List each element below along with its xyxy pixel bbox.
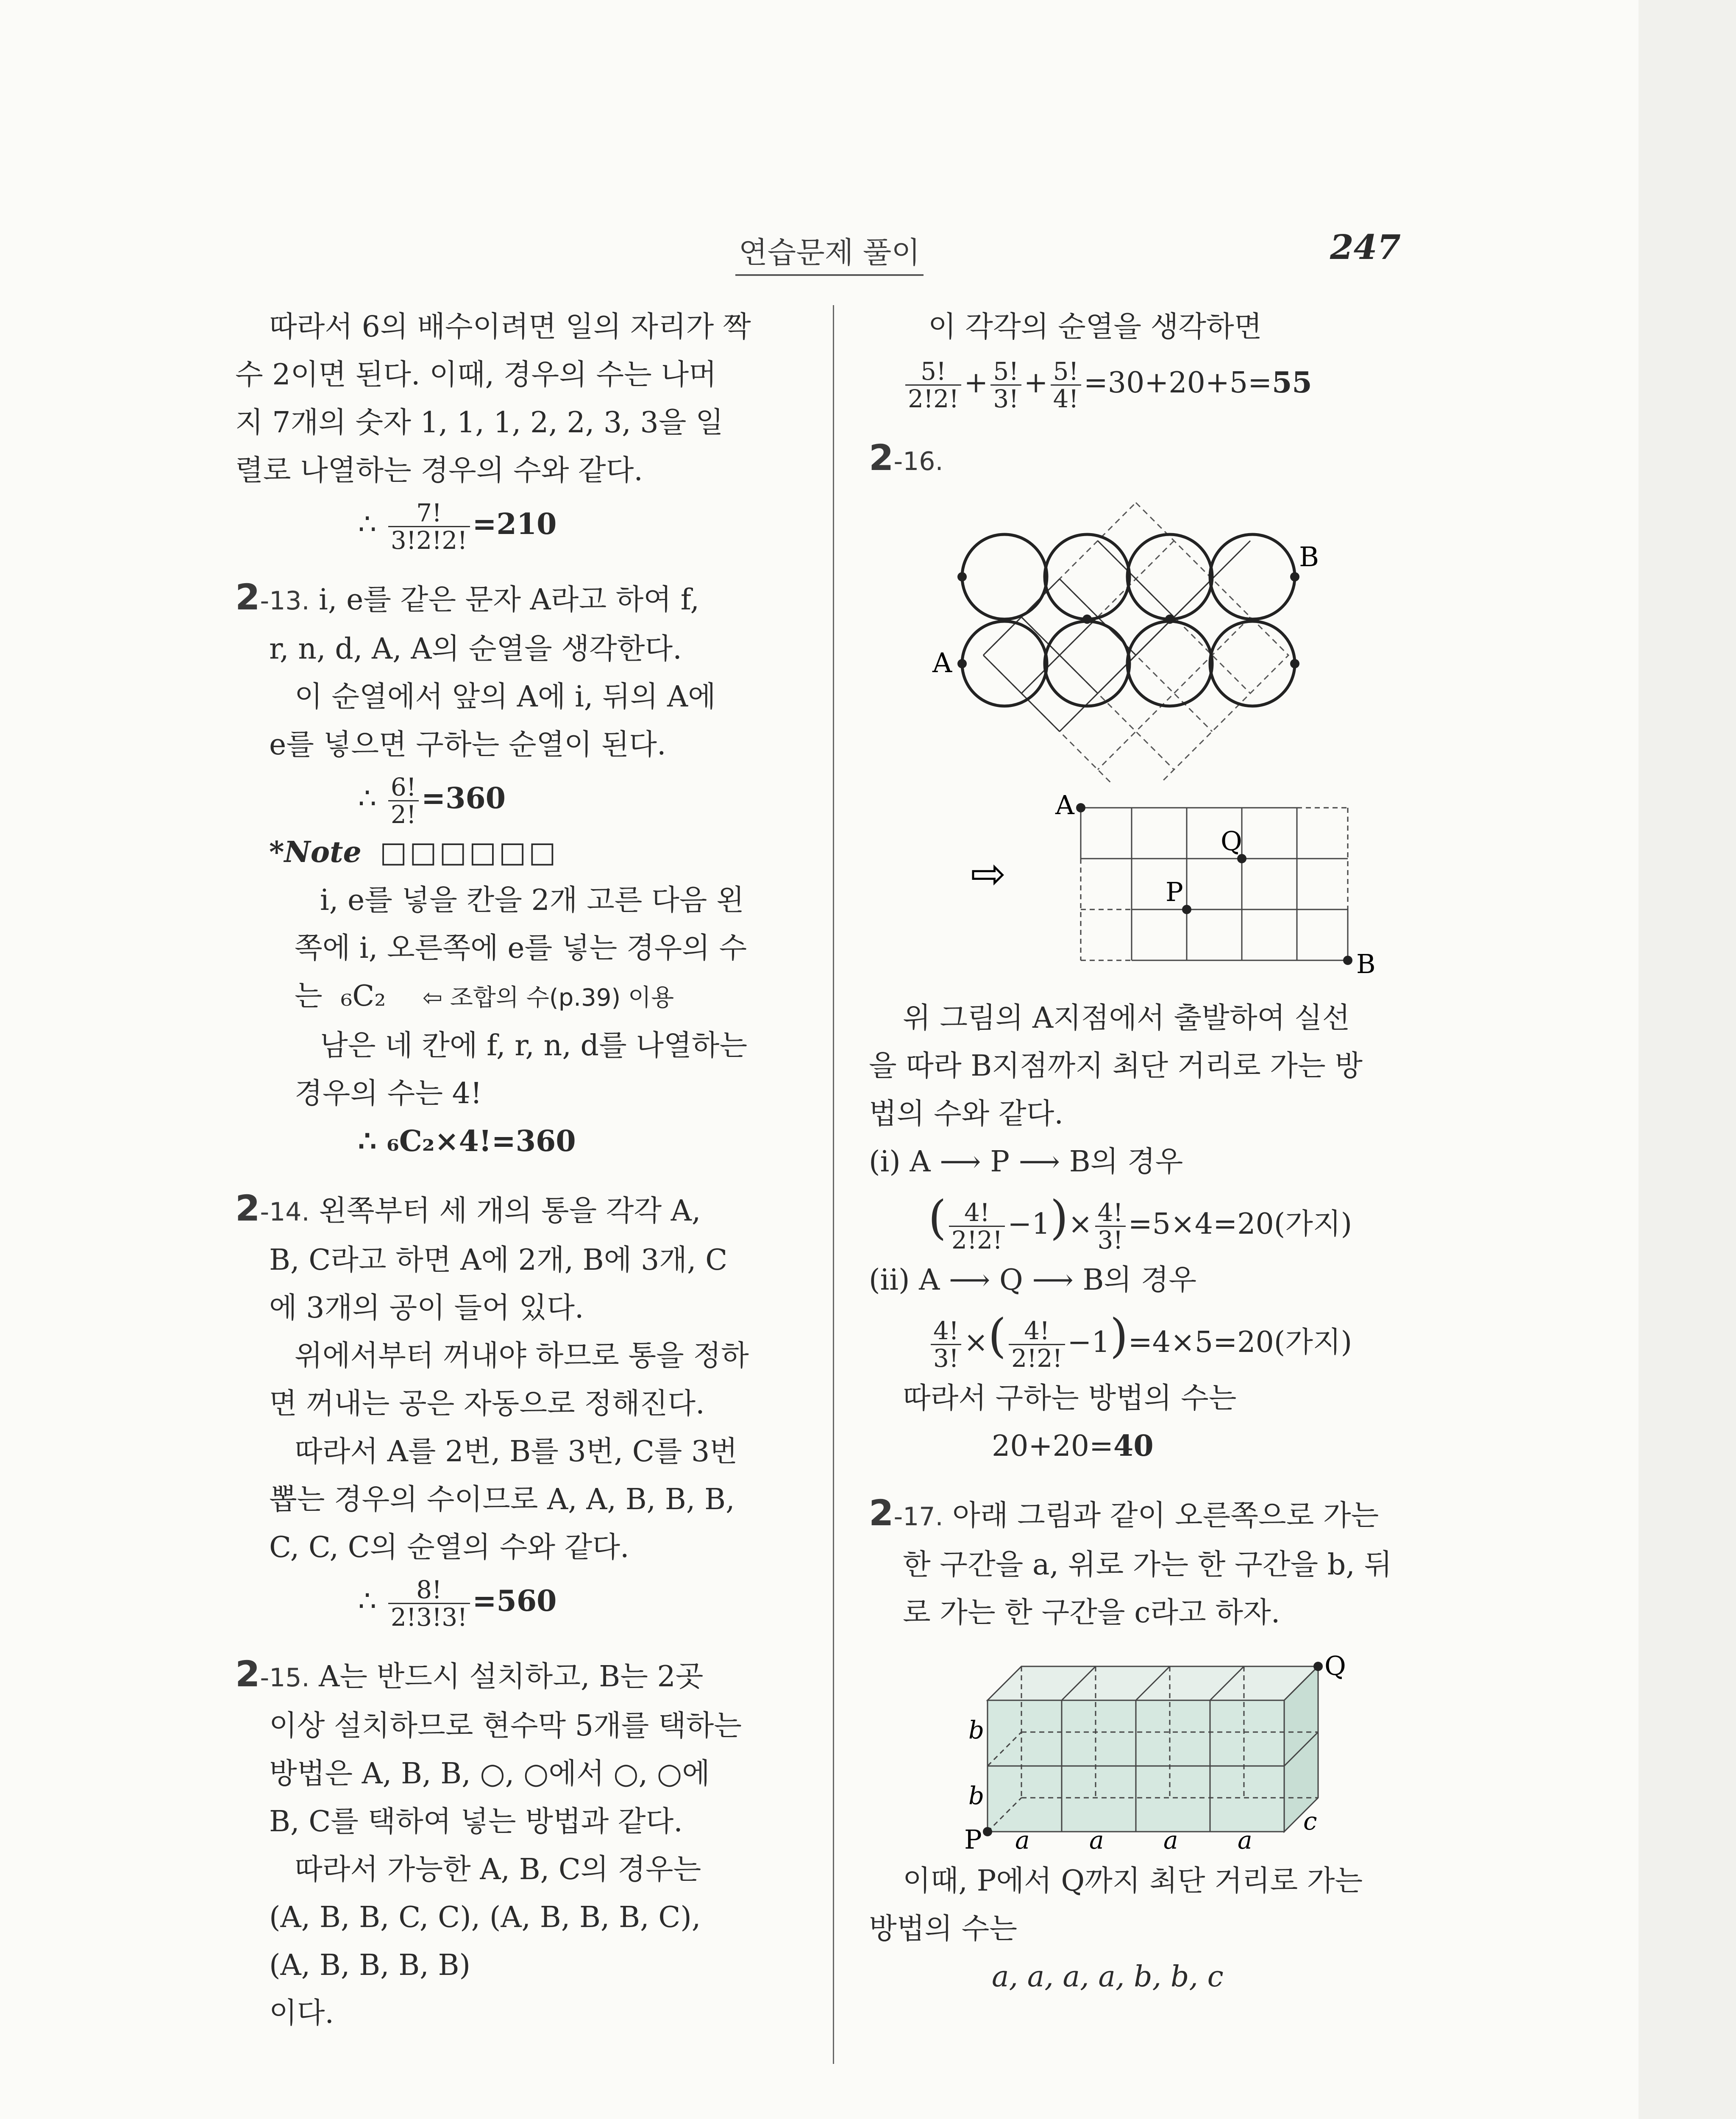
problem-2-17: 2-17. 아래 그림과 같이 오른쪽으로 가는	[869, 1492, 1379, 1534]
text-line: 이 순열에서 앞의 A에 i, 뒤의 A에	[295, 680, 716, 714]
equation: ∴ $\frac{8!}{2!3!3!}$ =560	[358, 1575, 557, 1632]
point-q-dot	[1313, 1662, 1323, 1671]
page-margin-shadow	[1639, 0, 1736, 2119]
sequence: a, a, a, a, b, b, c	[992, 1960, 1224, 1994]
label-a: A	[1055, 790, 1074, 820]
label-b: B	[1356, 948, 1376, 979]
text-line: C, C, C의 순열의 수와 같다.	[269, 1531, 629, 1564]
text-line: 경우의 수는 4!	[295, 1077, 482, 1110]
circle	[1210, 621, 1295, 706]
text-line: 지 7개의 숫자 1, 1, 1, 2, 2, 3, 3을 일	[235, 406, 723, 439]
text-line: e를 넣으면 구하는 순열이 된다.	[269, 728, 666, 762]
text-line: 쪽에 i, 오른쪽에 e를 넣는 경우의 수	[295, 932, 747, 965]
text-line: 따라서 구하는 방법의 수는	[903, 1382, 1237, 1415]
label-q: Q	[1324, 1650, 1346, 1681]
text-line: 이 각각의 순열을 생각하면	[928, 310, 1262, 344]
text-line: 이때, P에서 Q까지 최단 거리로 가는	[903, 1864, 1363, 1898]
label-c: c	[1303, 1807, 1317, 1835]
circle-grid-figure	[869, 486, 1441, 782]
equation: 20+20=40	[992, 1429, 1154, 1463]
text-line: (A, B, B, B, B)	[269, 1949, 470, 1982]
text-line: 뽑는 경우의 수이므로 A, A, B, B, B,	[269, 1483, 735, 1516]
text-line: B, C라고 하면 A에 2개, B에 3개, C	[269, 1243, 728, 1277]
text-line: 따라서 A를 2번, B를 3번, C를 3번	[295, 1435, 738, 1468]
label-a: a	[1238, 1826, 1252, 1855]
dashed-diamond-outline	[983, 503, 1288, 782]
label-b: B	[1299, 542, 1319, 573]
solid-grid	[1081, 808, 1348, 960]
label-a: a	[1089, 1826, 1104, 1855]
dashed-grid	[1081, 808, 1348, 960]
text-line: 따라서 가능한 A, B, C의 경우는	[295, 1853, 701, 1886]
circle	[962, 534, 1047, 619]
text-line: 한 구간을 a, 위로 가는 한 구간을 b, 뒤	[903, 1548, 1392, 1582]
text-line: 렬로 나열하는 경우의 수와 같다.	[235, 454, 643, 487]
equation: $\frac{5!}{2!2!}$ + $\frac{5!}{3!}$ + $\frac{5!}{4!}$ =30+20+5=55	[869, 351, 1441, 415]
equation: ∴ ₆C₂×4!=360	[358, 1124, 576, 1158]
label-q: Q	[1221, 826, 1242, 856]
text-line: 따라서 6의 배수이려면 일의 자리가 짝	[269, 310, 751, 344]
text-line: 에 3개의 공이 들어 있다.	[269, 1291, 584, 1325]
problem-2-16: 2-16.	[869, 437, 943, 478]
point-a-dot	[1076, 803, 1085, 812]
node-dot	[957, 572, 967, 581]
equation: ∴ $\frac{7!}{3!2!2!}$ =210	[358, 498, 557, 555]
text-line: 방법의 수는	[869, 1912, 1018, 1946]
circle	[1127, 534, 1212, 619]
text-line: 는 ₆C₂ ⇦ 조합의 수(p.39) 이용	[295, 979, 674, 1013]
equation: $\frac{4!}{3!}$ ×( $\frac{4!}{2!2!}$ −1)=4×5=20(가지)	[869, 1304, 1441, 1374]
point-p-dot	[1182, 905, 1191, 914]
box-figure	[869, 1637, 1441, 1857]
node-dot	[1290, 659, 1299, 668]
point-p-dot	[983, 1827, 992, 1836]
text-line: 법의 수와 같다.	[869, 1097, 1063, 1131]
label-a: a	[1015, 1826, 1030, 1855]
point-b-dot	[1343, 956, 1352, 965]
text-line: 면 꺼내는 공은 자동으로 정해진다.	[269, 1387, 705, 1421]
label-b: b	[968, 1781, 985, 1810]
problem-2-15: 2-15. A는 반드시 설치하고, B는 2곳	[235, 1653, 704, 1695]
circle	[1210, 534, 1295, 619]
text-line: 위에서부터 꺼내야 하므로 통을 정하	[295, 1339, 749, 1373]
arrow-icon: ⇨	[971, 849, 1006, 898]
label-p: P	[1166, 876, 1183, 907]
text-line: 이상 설치하므로 현수막 5개를 택하는	[269, 1709, 742, 1743]
right-column	[869, 303, 1441, 2001]
circles	[962, 534, 1295, 706]
node-dot	[1082, 615, 1092, 624]
label-b: b	[968, 1716, 985, 1744]
case-line: (ii) A ⟶ Q ⟶ B의 경우	[869, 1263, 1197, 1297]
label-a: A	[932, 648, 952, 679]
problem-2-14: 2-14. 왼쪽부터 세 개의 통을 각각 A,	[235, 1187, 701, 1229]
section-title: 연습문제 풀이	[735, 229, 924, 276]
circle	[1045, 621, 1130, 706]
text-line: 남은 네 칸에 f, r, n, d를 나열하는	[320, 1029, 748, 1062]
problem-2-13: 2-13. i, e를 같은 문자 A라고 하여 f,	[235, 576, 700, 618]
text-line: 을 따라 B지점까지 최단 거리로 가는 방	[869, 1049, 1363, 1083]
note-heading: *Note □□□□□□	[269, 835, 559, 869]
text-line: r, n, d, A, A의 순열을 생각한다.	[269, 632, 682, 666]
case-line: (i) A ⟶ P ⟶ B의 경우	[869, 1145, 1183, 1179]
text-line: i, e를 넣을 칸을 2개 고른 다음 왼	[320, 884, 744, 917]
node-dot	[957, 659, 967, 668]
grid-figure	[869, 782, 1441, 994]
text-line: 이다.	[269, 1997, 334, 2030]
page-header	[735, 229, 1401, 280]
node-dot	[1165, 615, 1174, 624]
equation: ∴ $\frac{6!}{2!}$ =360	[358, 773, 506, 829]
page-number: 247	[1330, 227, 1401, 267]
circle	[1127, 621, 1212, 706]
column-divider	[833, 305, 834, 2064]
equation: ( $\frac{4!}{2!2!}$ −1)× $\frac{4!}{3!}$ =5×4=20(가지)	[928, 1190, 1352, 1254]
text-line: 위 그림의 A지점에서 출발하여 실선	[903, 1001, 1350, 1035]
text-line: B, C를 택하여 넣는 방법과 같다.	[269, 1805, 683, 1838]
label-p: P	[964, 1824, 982, 1855]
text-line: 수 2이면 된다. 이때, 경우의 수는 나머	[235, 358, 717, 392]
text-line: (A, B, B, C, C), (A, B, B, B, C),	[269, 1901, 701, 1934]
text-line: 로 가는 한 구간을 c라고 하자.	[903, 1596, 1280, 1630]
label-a: a	[1163, 1826, 1178, 1855]
left-column	[235, 303, 812, 2037]
text-line: 방법은 A, B, B, ○, ○에서 ○, ○에	[269, 1757, 710, 1791]
node-dot	[1290, 572, 1299, 581]
